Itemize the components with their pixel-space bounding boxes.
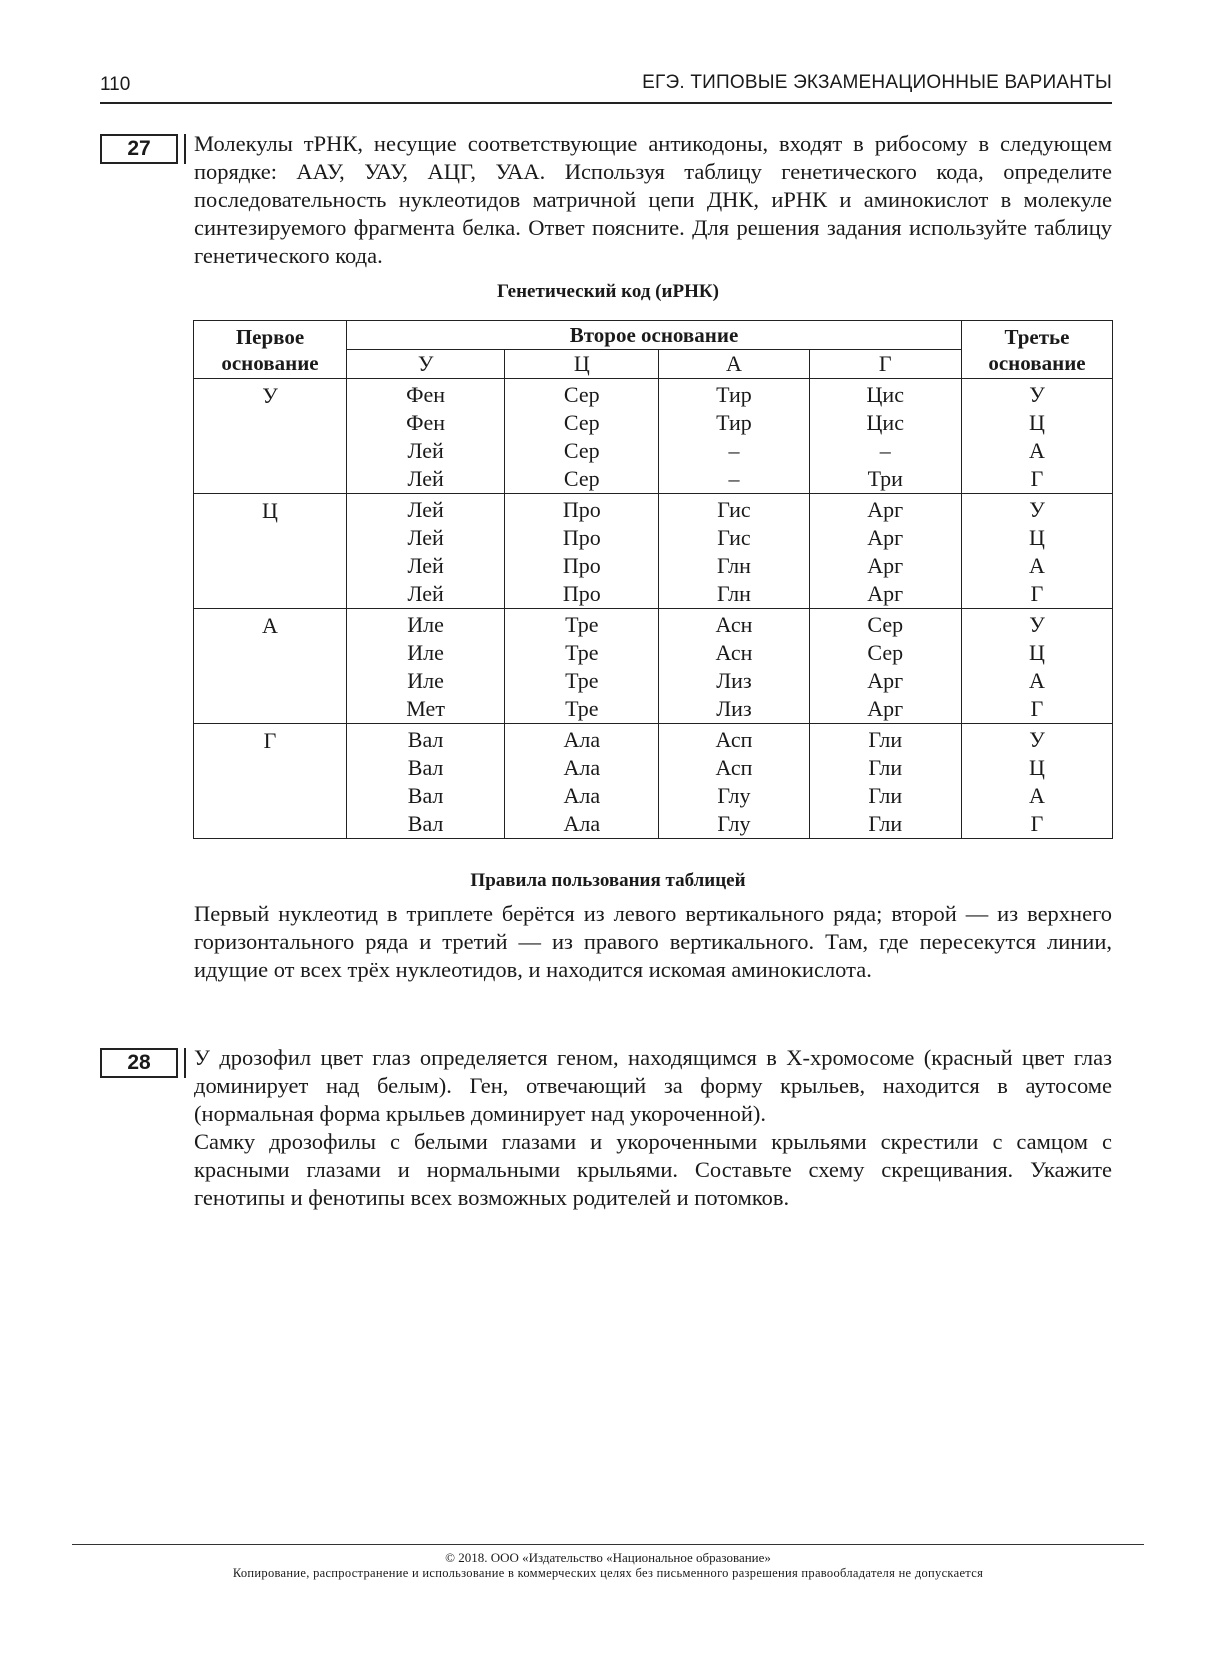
amino-acid-column — [659, 494, 809, 609]
table-group-row — [194, 724, 1113, 839]
table-group-row — [194, 494, 1113, 609]
amino-acid-cell: Тре — [565, 668, 599, 693]
amino-acid-cell: Фен — [406, 382, 446, 407]
amino-acid-cell: Асн — [715, 640, 753, 665]
amino-acid-cell: Вал — [407, 727, 444, 752]
table-caption: Генетический код (иРНК) — [497, 281, 719, 302]
amino-acid-cell: Цис — [866, 410, 904, 435]
third-base-cell: У — [1029, 497, 1045, 522]
amino-acid-cell: Сер — [563, 382, 600, 407]
amino-acid-cell: Сер — [867, 640, 904, 665]
rules-text — [194, 900, 1112, 984]
amino-acid-cell: Глу — [717, 783, 751, 808]
amino-acid-cell: Иле — [407, 612, 444, 637]
amino-acid-cell: Арг — [867, 553, 904, 578]
second-base-header: У — [347, 350, 505, 379]
third-base-cell: Ц — [1029, 525, 1045, 550]
amino-acid-cell: Асп — [715, 727, 753, 752]
amino-acid-column — [809, 379, 961, 494]
amino-acid-column — [809, 609, 961, 724]
amino-acid-cell: Гли — [868, 727, 903, 752]
task-27-paragraph: Молекулы тРНК, несущие соответствующие антикодоны, входят в рибосому в следующем порядке: ААУ, УАУ, АЦГ, УАА. Используя таблицу генетического кода, определите последовательность нуклеотидов матричной цепи ДНК, иРНК и аминокислот в молекуле синтезируемого фрагмента белка. Ответ поясните. Для решения задания используйте таблицу генетического кода. — [194, 131, 1112, 268]
amino-acid-column — [347, 494, 505, 609]
third-base-column — [962, 379, 1113, 494]
amino-acid-cell: Глу — [717, 811, 751, 836]
amino-acid-cell: Глн — [717, 553, 751, 578]
third-base-cell: У — [1029, 612, 1045, 637]
amino-acid-cell: Арг — [867, 497, 904, 522]
task-number-box: 27 — [100, 134, 178, 164]
amino-acid-cell: Арг — [867, 668, 904, 693]
task-27 — [100, 130, 1112, 270]
amino-acid-cell: Вал — [407, 811, 444, 836]
amino-acid-cell: – — [879, 438, 891, 463]
amino-acid-column — [505, 494, 659, 609]
footer-divider — [72, 1544, 1144, 1545]
amino-acid-column — [347, 724, 505, 839]
first-base-cell: У — [194, 379, 347, 494]
amino-acid-column — [809, 724, 961, 839]
third-base-cell: А — [1029, 668, 1045, 693]
amino-acid-cell: Про — [562, 581, 601, 606]
second-base-header: Ц — [505, 350, 659, 379]
amino-acid-cell: Три — [867, 466, 903, 491]
amino-acid-cell: Тре — [565, 612, 599, 637]
amino-acid-column — [347, 379, 505, 494]
third-base-cell: Ц — [1029, 640, 1045, 665]
first-base-cell: Ц — [194, 494, 347, 609]
amino-acid-column — [659, 379, 809, 494]
amino-acid-cell: Лей — [407, 581, 444, 606]
amino-acid-column — [659, 724, 809, 839]
page-number: 110 — [100, 74, 131, 95]
amino-acid-cell: Тир — [716, 382, 752, 407]
amino-acid-cell: Гли — [868, 783, 903, 808]
amino-acid-cell: Цис — [866, 382, 904, 407]
amino-acid-cell: Гис — [717, 525, 751, 550]
amino-acid-column — [809, 494, 961, 609]
amino-acid-cell: Глн — [717, 581, 751, 606]
second-base-header: Г — [809, 350, 961, 379]
page-header — [100, 70, 1112, 104]
amino-acid-cell: Сер — [563, 410, 600, 435]
third-base-cell: Г — [1030, 696, 1044, 721]
amino-acid-cell: Лиз — [716, 668, 752, 693]
third-base-cell: Ц — [1029, 755, 1045, 780]
amino-acid-cell: Лей — [407, 438, 444, 463]
amino-acid-cell: Сер — [563, 466, 600, 491]
genetic-code-table — [193, 320, 1113, 839]
amino-acid-cell: Про — [562, 497, 601, 522]
third-base-column — [962, 609, 1113, 724]
amino-acid-cell: Лей — [407, 497, 444, 522]
first-base-cell: Г — [194, 724, 347, 839]
header-second-base: Второе основание — [347, 321, 962, 350]
task-number-box: 28 — [100, 1048, 178, 1078]
third-base-cell: Г — [1030, 811, 1044, 836]
amino-acid-column — [505, 379, 659, 494]
amino-acid-cell: Лиз — [716, 696, 752, 721]
amino-acid-cell: Асн — [715, 612, 753, 637]
amino-acid-cell: Вал — [407, 755, 444, 780]
table-group-row — [194, 609, 1113, 724]
amino-acid-cell: Фен — [406, 410, 446, 435]
running-title: ЕГЭ. ТИПОВЫЕ ЭКЗАМЕНАЦИОННЫЕ ВАРИАНТЫ — [642, 72, 1112, 93]
amino-acid-column — [505, 609, 659, 724]
amino-acid-cell: Арг — [867, 696, 904, 721]
task-28-text — [194, 1044, 1112, 1212]
task-27-text — [194, 130, 1112, 270]
amino-acid-cell: Арг — [867, 581, 904, 606]
third-base-column — [962, 494, 1113, 609]
amino-acid-cell: Про — [562, 553, 601, 578]
amino-acid-cell: Лей — [407, 553, 444, 578]
third-base-cell: А — [1029, 553, 1045, 578]
third-base-cell: Г — [1030, 466, 1044, 491]
third-base-column — [962, 724, 1113, 839]
third-base-cell: Ц — [1029, 410, 1045, 435]
amino-acid-cell: Тре — [565, 696, 599, 721]
second-base-header: А — [659, 350, 809, 379]
amino-acid-cell: Сер — [563, 438, 600, 463]
amino-acid-cell: Лей — [407, 525, 444, 550]
third-base-cell: Г — [1030, 581, 1044, 606]
amino-acid-column — [659, 609, 809, 724]
amino-acid-cell: Ала — [563, 755, 601, 780]
amino-acid-cell: – — [728, 438, 740, 463]
third-base-cell: А — [1029, 783, 1045, 808]
amino-acid-cell: Сер — [867, 612, 904, 637]
third-base-cell: У — [1029, 382, 1045, 407]
amino-acid-cell: – — [728, 466, 740, 491]
amino-acid-cell: Ала — [563, 727, 601, 752]
rules-paragraph: Первый нуклеотид в триплете берётся из левого вертикального ряда; второй — из верхнего горизонтального ряда и третий — из правого вертикального. Там, где пересекутся линии, идущие от всех трёх нуклеотидов, и находится искомая аминокислота. — [194, 901, 1112, 982]
rules-title: Правила пользования таблицей — [470, 870, 746, 891]
amino-acid-cell: Арг — [867, 525, 904, 550]
amino-acid-cell: Мет — [406, 696, 445, 721]
header-first-base: Первое основание — [194, 321, 347, 379]
footer-copyright: © 2018. ООО «Издательство «Национальное образование» — [445, 1550, 771, 1565]
third-base-cell: У — [1029, 727, 1045, 752]
amino-acid-cell: Гли — [868, 811, 903, 836]
amino-acid-column — [505, 724, 659, 839]
amino-acid-cell: Гис — [717, 497, 751, 522]
amino-acid-cell: Тир — [716, 410, 752, 435]
header-third-base: Третье основание — [962, 321, 1113, 379]
task-28-paragraph-1: У дрозофил цвет глаз определяется геном, находящимся в Х-хромосоме (красный цвет глаз доминирует над белым). Ген, отвечающий за форму крыльев, находится в аутосоме (нормальная форма крыльев доминирует над укороченной). — [194, 1045, 1112, 1126]
amino-acid-cell: Иле — [407, 640, 444, 665]
task-28-paragraph-2: Самку дрозофилы с белыми глазами и укороченными крыльями скрестили с самцом с красными глазами и нормальными крыльями. Составьте схему скрещивания. Укажите генотипы и фенотипы всех возможных родителей и потомков. — [194, 1129, 1112, 1210]
amino-acid-cell: Ала — [563, 783, 601, 808]
amino-acid-cell: Гли — [868, 755, 903, 780]
amino-acid-cell: Про — [562, 525, 601, 550]
amino-acid-cell: Асп — [715, 755, 753, 780]
third-base-cell: А — [1029, 438, 1045, 463]
amino-acid-cell: Тре — [565, 640, 599, 665]
amino-acid-column — [347, 609, 505, 724]
amino-acid-cell: Вал — [407, 783, 444, 808]
first-base-cell: А — [194, 609, 347, 724]
amino-acid-cell: Ала — [563, 811, 601, 836]
table-group-row — [194, 379, 1113, 494]
footer-notice: Копирование, распространение и использование в коммерческих целях без письменного разрешения правообладателя не допускается — [232, 1566, 984, 1580]
task-28 — [100, 1044, 1112, 1212]
amino-acid-cell: Иле — [407, 668, 444, 693]
amino-acid-cell: Лей — [407, 466, 444, 491]
